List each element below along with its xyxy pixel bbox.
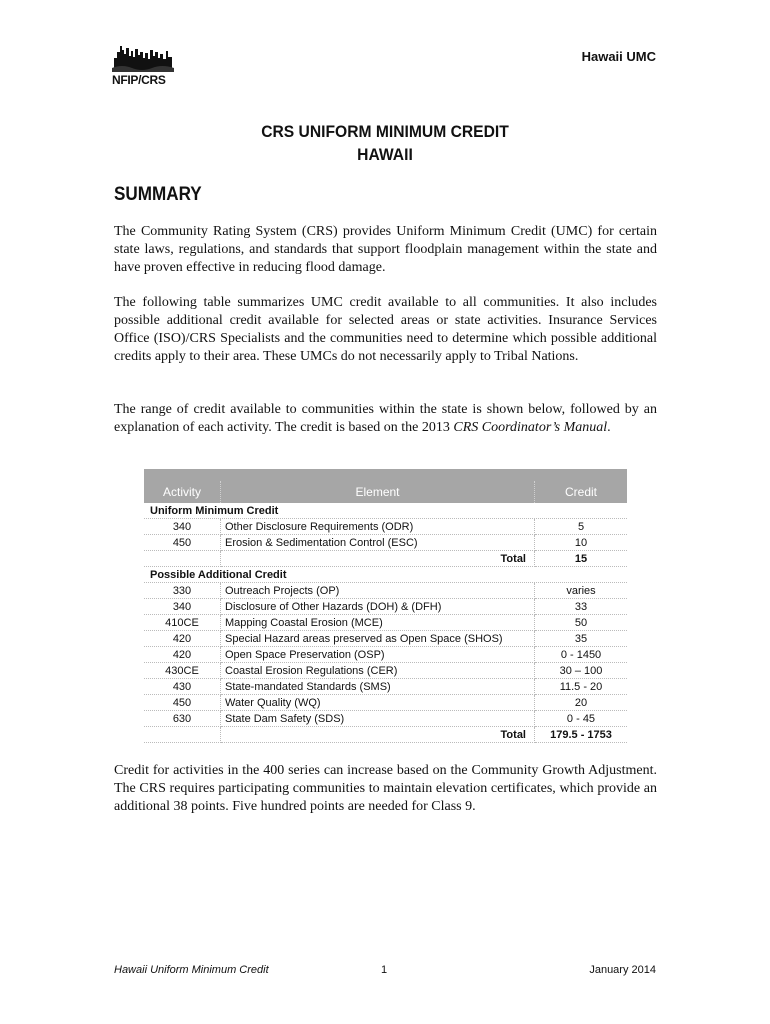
table-row: 630 State Dam Safety (SDS) 0 - 45 — [144, 711, 627, 727]
section-heading: SUMMARY — [114, 184, 202, 205]
document-header-label: Hawaii UMC — [581, 49, 656, 64]
paragraph-intro: The Community Rating System (CRS) provides Uniform Minimum Credit (UMC) for certain state laws, regulations, and standards that support floodplain management within the state and have proven effective in reducing flood damage. — [114, 224, 657, 275]
paragraph-credit-range — [114, 401, 657, 437]
paragraph-credit-range-text: The range of credit available to communities within the state is shown below, followed by an explanation of each activity. The credit is based on the 2013 — [114, 402, 657, 435]
paragraph-credit-range-end: . — [607, 420, 611, 435]
title-line-1: CRS UNIFORM MINIMUM CREDIT — [261, 122, 509, 141]
table-row: 420 Open Space Preservation (OSP) 0 - 1450 — [144, 647, 627, 663]
footer-page-number: 1 — [381, 964, 388, 976]
column-header-activity: Activity — [144, 481, 221, 503]
paragraph-table-summary: The following table summarizes UMC credit available to all communities. It also includes possible additional credit available for selected areas or state activities. Insurance Services Office (ISO)/CRS Specialists and the communities need to determine which possible additional credits apply to their area. These UMCs do not necessarily apply to Tribal Nations. — [114, 295, 657, 364]
table-header-row — [144, 481, 627, 503]
city-skyline-icon — [112, 42, 174, 72]
table-section-heading: Possible Additional Credit — [144, 567, 627, 583]
table-total-row: Total 15 — [144, 551, 627, 567]
table-row: 410CE Mapping Coastal Erosion (MCE) 50 — [144, 615, 627, 631]
table-total-row: Total 179.5 - 1753 — [144, 727, 627, 743]
table-row: 330 Outreach Projects (OP) varies — [144, 583, 627, 599]
table-row: 430 State-mandated Standards (SMS) 11.5 - 20 — [144, 679, 627, 695]
credit-table — [144, 469, 627, 743]
title-line-2: HAWAII — [357, 145, 413, 164]
table-section-heading: Uniform Minimum Credit — [144, 503, 627, 519]
paragraph-growth-adjustment: Credit for activities in the 400 series can increase based on the Community Growth Adjustment. The CRS requires participating communities to maintain elevation certificates, which provide an additional 38 points. Five hundred points are needed for Class 9. — [114, 763, 657, 814]
nfip-crs-logo — [112, 42, 178, 92]
column-header-element: Element — [221, 481, 535, 503]
footer-date: January 2014 — [589, 964, 656, 976]
table-row: 450 Erosion & Sedimentation Control (ESC) 10 — [144, 535, 627, 551]
footer-document-name: Hawaii Uniform Minimum Credit — [114, 964, 269, 976]
document-title — [31, 120, 739, 166]
logo-text: NFIP/CRS — [112, 73, 166, 87]
table-row: 450 Water Quality (WQ) 20 — [144, 695, 627, 711]
table-row: 420 Special Hazard areas preserved as Open Space (SHOS) 35 — [144, 631, 627, 647]
manual-title: CRS Coordinator’s Manual — [453, 420, 608, 435]
table-row: 340 Disclosure of Other Hazards (DOH) & (DFH) 33 — [144, 599, 627, 615]
table-row: 340 Other Disclosure Requirements (ODR) 5 — [144, 519, 627, 535]
table-row: 430CE Coastal Erosion Regulations (CER) 30 – 100 — [144, 663, 627, 679]
column-header-credit: Credit — [535, 481, 628, 503]
